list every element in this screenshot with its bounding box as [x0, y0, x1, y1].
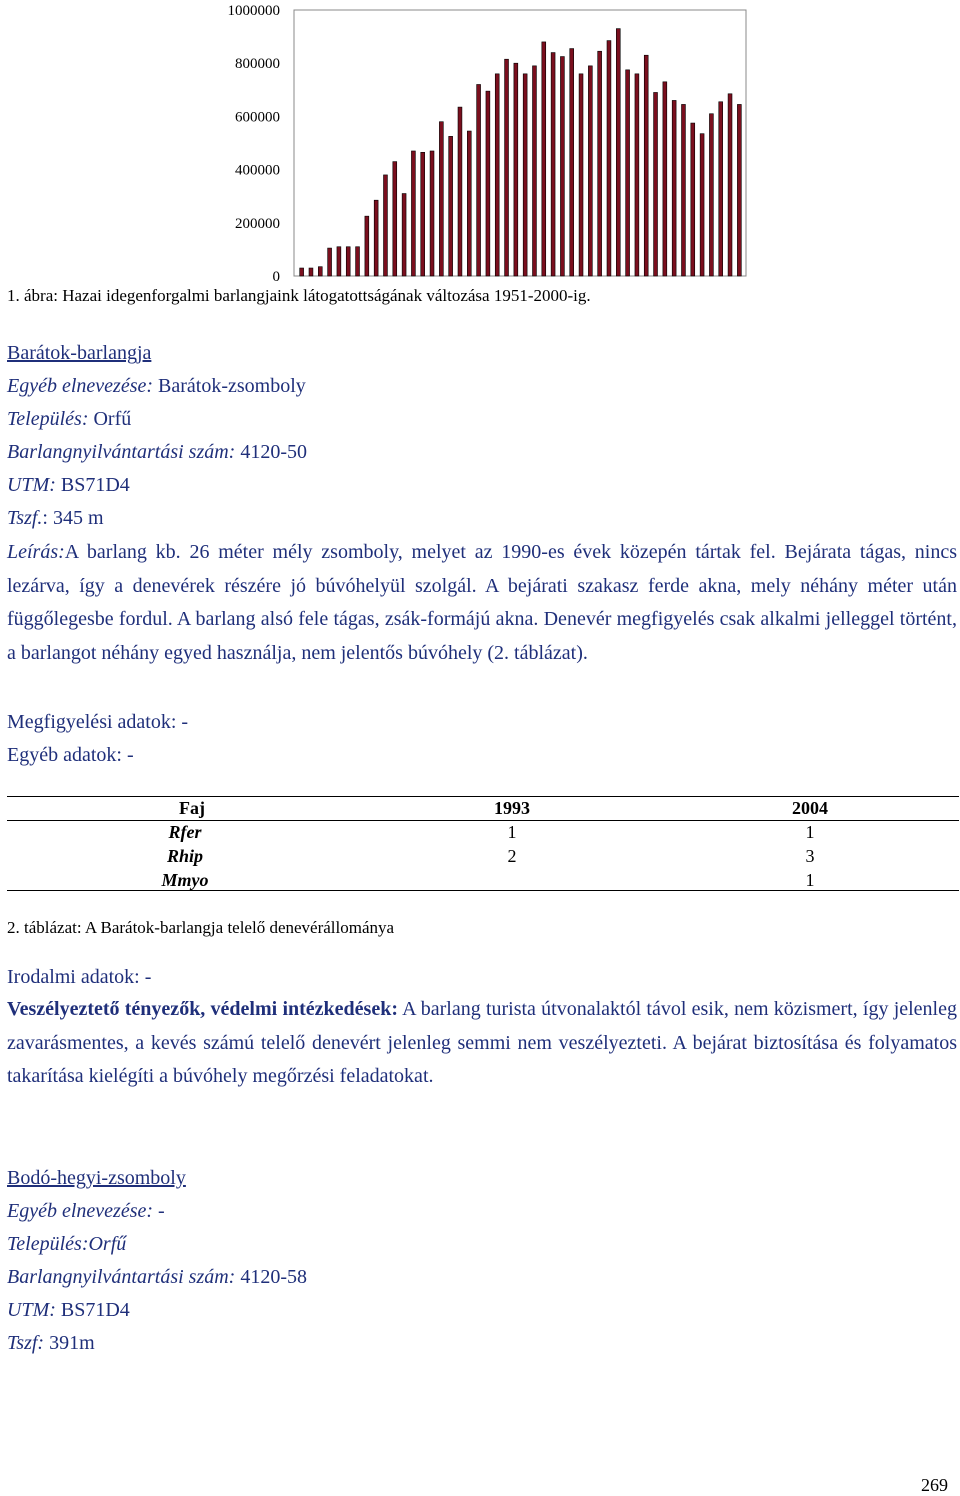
- registry-line-2: [7, 1264, 307, 1290]
- bar: [709, 114, 713, 276]
- threats-label: Veszélyeztető tényezők, védelmi intézkedések:: [7, 998, 398, 1020]
- tszf-line: [7, 505, 104, 531]
- literature-line: Irodalmi adatok: -: [7, 966, 152, 988]
- bar: [402, 194, 406, 276]
- bar: [626, 70, 630, 276]
- bar: [393, 162, 397, 276]
- settlement-line: [7, 406, 131, 432]
- alt-name-line: [7, 373, 306, 399]
- registry-label-2: Barlangnyilvántartási szám:: [7, 1266, 236, 1288]
- bar: [430, 151, 434, 276]
- table-cell: 3: [805, 846, 815, 866]
- bar: [551, 53, 555, 276]
- bar: [411, 151, 415, 276]
- table-header-species: Faj: [179, 798, 205, 818]
- utm-label-2: UTM:: [7, 1299, 56, 1321]
- table-header-1993: 1993: [494, 798, 530, 818]
- page-number: 269: [921, 1475, 948, 1495]
- bar: [505, 59, 509, 276]
- bar: [737, 104, 741, 276]
- bar: [700, 134, 704, 276]
- y-tick-label: 800000: [235, 56, 280, 73]
- description-label: Leírás:: [7, 541, 65, 563]
- table-cell: 1: [805, 822, 815, 842]
- bar: [588, 66, 592, 276]
- bar: [616, 29, 620, 276]
- bar: [719, 102, 723, 276]
- tszf-line-2: [7, 1330, 95, 1356]
- bar: [309, 268, 313, 276]
- settlement-label: Település:: [7, 408, 89, 430]
- bar: [384, 175, 388, 276]
- bar: [672, 100, 676, 276]
- utm-value: BS71D4: [55, 474, 130, 496]
- observations-line: Megfigyelési adatok: -: [7, 711, 189, 733]
- other-data-line: Egyéb adatok: -: [7, 744, 134, 766]
- bar: [523, 74, 527, 276]
- registry-value: 4120-50: [235, 441, 308, 463]
- table-cell: 1: [507, 822, 517, 842]
- table-cell-species: Mmyo: [161, 870, 209, 890]
- bar: [728, 94, 732, 276]
- bar: [635, 74, 639, 276]
- utm-label: UTM:: [7, 474, 56, 496]
- table-cell: 1: [805, 870, 815, 890]
- table-cell-species: Rhip: [166, 846, 204, 866]
- bar: [356, 247, 360, 276]
- table-cell-species: Rfer: [168, 822, 202, 842]
- table-cell: 2: [507, 846, 517, 866]
- tszf-label: Tszf.: [7, 507, 43, 529]
- visitor-bar-chart: [200, 0, 760, 282]
- bar: [365, 216, 369, 276]
- table-caption: 2. táblázat: A Barátok-barlangja telelő denevérállománya: [7, 918, 395, 937]
- bar: [607, 41, 611, 276]
- bar: [654, 92, 658, 276]
- utm-value-2: BS71D4: [55, 1299, 130, 1321]
- bar: [328, 248, 332, 276]
- registry-label: Barlangnyilvántartási szám:: [7, 441, 236, 463]
- bar: [300, 268, 304, 276]
- bar: [439, 122, 443, 276]
- tszf-value: : 345 m: [42, 507, 104, 529]
- bar: [374, 200, 378, 276]
- y-tick-label: 600000: [235, 109, 280, 126]
- description-text: A barlang kb. 26 méter mély zsomboly, melyet az 1990-es évek közepén tártak fel. Bejárata tágas, nincs lezárva, így a denevérek részére jó búvóhelyül szolgál. A bejárati szakasz ferde akna, mely néhány méter után függőlegesbe fordul. A barlang alsó fele tágas, zsák-formájú akna. Denevér megfigyelés csak alkalmi jelleggel történt, a barlangot néhány egyed használja, nem jelentős búvóhely (2. táblázat).: [7, 541, 957, 664]
- plot-area: [294, 10, 746, 276]
- bar: [691, 123, 695, 276]
- bar: [514, 63, 518, 276]
- cave-title-bodo: Bodó-hegyi-zsomboly: [7, 1167, 186, 1189]
- settlement-line-2: Település:Orfű: [7, 1233, 127, 1255]
- registry-line: [7, 439, 307, 465]
- bar: [318, 267, 322, 276]
- bar: [467, 131, 471, 276]
- utm-line-2: [7, 1297, 130, 1323]
- bar: [598, 51, 602, 276]
- bar: [570, 49, 574, 276]
- bar: [346, 247, 350, 276]
- bar: [579, 74, 583, 276]
- alt-name-value: Barátok-zsomboly: [153, 375, 306, 397]
- bar: [421, 152, 425, 276]
- bars: [300, 29, 742, 276]
- bar: [477, 84, 481, 276]
- bar: [533, 66, 537, 276]
- y-tick-label: 400000: [235, 162, 280, 179]
- table-top-rule: [7, 796, 959, 797]
- y-tick-label: 200000: [235, 215, 280, 232]
- bat-table: [7, 796, 959, 892]
- bar: [337, 247, 341, 276]
- threats-text: A barlang turista útvonalaktól távol esik, nem közismert, így jelenleg zavarásmentes, a kevés számú telelő denevért jelenleg semmi nem veszélyezteti. A bejárat biztosítása és folyamatos takarítása kielégíti a búvóhely megőrzési feladatokat.: [7, 998, 957, 1087]
- bar: [644, 55, 648, 276]
- registry-value-2: 4120-58: [235, 1266, 308, 1288]
- cave-title-baratok: Barátok-barlangja: [7, 342, 152, 364]
- description-paragraph: [7, 536, 957, 670]
- table-bottom-rule: [7, 890, 959, 891]
- bar: [542, 42, 546, 276]
- y-tick-label: 1000000: [227, 3, 280, 19]
- threats-paragraph: [7, 993, 957, 1094]
- alt-name-label: Egyéb elnevezése:: [7, 375, 154, 397]
- bar: [449, 136, 453, 276]
- bar: [560, 57, 564, 276]
- alt-name-line-2: Egyéb elnevezése: -: [7, 1200, 165, 1222]
- settlement-value: Orfű: [88, 408, 132, 430]
- bar: [663, 82, 667, 276]
- y-axis-ticks: [228, 3, 281, 282]
- table-header-rule: [7, 820, 959, 821]
- bar: [458, 107, 462, 276]
- bar: [682, 104, 686, 276]
- bar: [486, 91, 490, 276]
- y-tick-label: 0: [272, 269, 280, 282]
- figure-caption: 1. ábra: Hazai idegenforgalmi barlangjaink látogatottságának változása 1951-2000-ig.: [7, 286, 591, 305]
- table-header-2004: 2004: [792, 798, 828, 818]
- utm-line: [7, 472, 130, 498]
- bar: [495, 74, 499, 276]
- tszf-value-2: 391m: [44, 1332, 95, 1354]
- tszf-label-2: Tszf:: [7, 1332, 45, 1354]
